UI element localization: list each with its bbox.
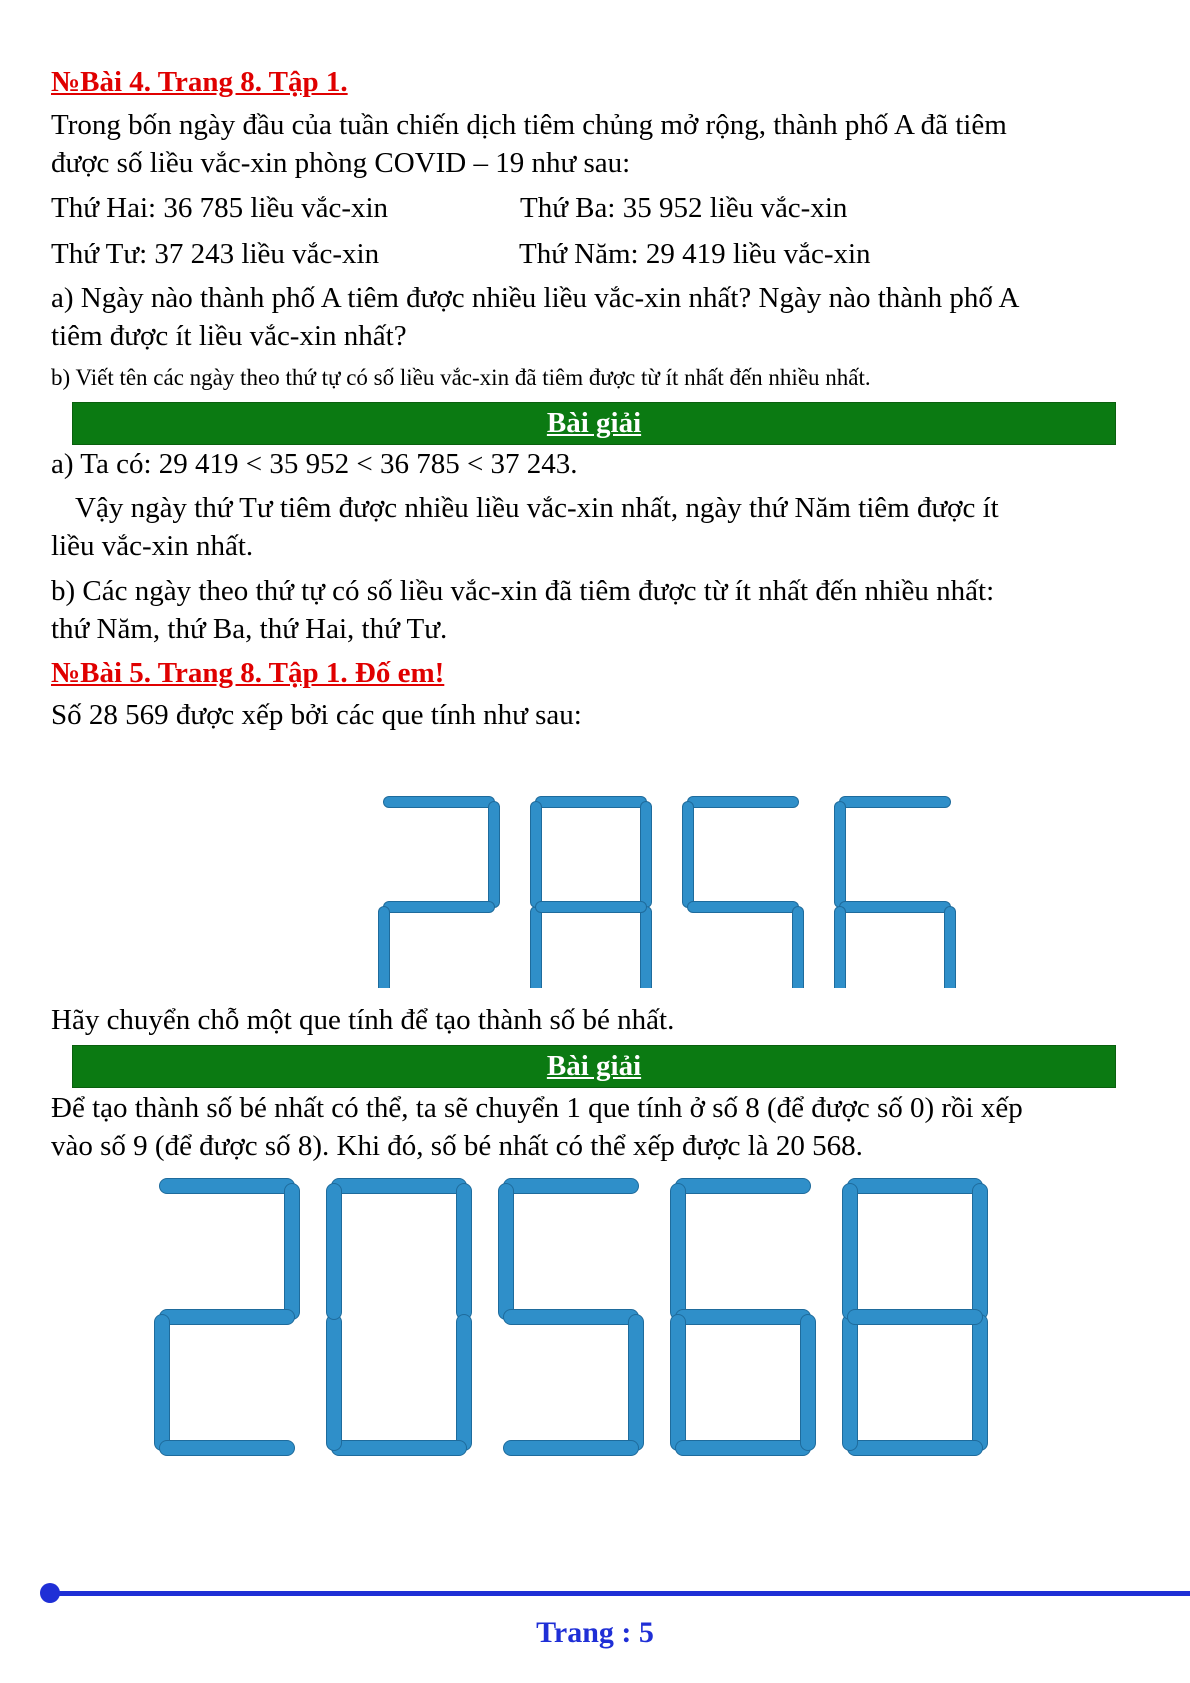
solution-a-line1: a) Ta có: 29 419 < 35 952 < 36 785 < 37 243.	[51, 448, 578, 480]
problem5-heading: №Bài 5. Trang 8. Tập 1. Đố em!	[51, 657, 445, 689]
problem5-solution-line1: Để tạo thành số bé nhất có thể, ta sẽ chuyển 1 que tính ở số 8 (để được số 0) rồi xếp	[51, 1092, 1023, 1124]
matchstick-original-number	[374, 792, 1024, 992]
problem5-solution-line2: vào số 9 (để được số 8). Khi đó, số bé nhất có thể xếp được là 20 568.	[51, 1130, 863, 1162]
tuesday-doses: Thứ Ba: 35 952 liều vắc-xin	[520, 192, 848, 224]
solution-a-line3: liều vắc-xin nhất.	[51, 530, 254, 562]
solution-a-line2: Vậy ngày thứ Tư tiêm được nhiều liều vắc-xin nhất, ngày thứ Năm tiêm được ít	[75, 492, 999, 524]
thursday-doses: Thứ Năm: 29 419 liều vắc-xin	[519, 238, 871, 270]
monday-doses: Thứ Hai: 36 785 liều vắc-xin	[51, 192, 389, 224]
solution-label-2: Bài giải	[546, 1050, 642, 1082]
problem4-intro-line2: được số liều vắc-xin phòng COVID – 19 như sau:	[51, 147, 631, 179]
question-b: b) Viết tên các ngày theo thứ tự có số liều vắc-xin đã tiêm được từ ít nhất đến nhiều nhất.	[51, 365, 871, 390]
problem5-intro: Số 28 569 được xếp bởi các que tính như sau:	[51, 699, 582, 731]
solution-b-line2: thứ Năm, thứ Ba, thứ Hai, thứ Tư.	[51, 613, 448, 645]
footer-line	[52, 1591, 1190, 1596]
page-number: Trang : 5	[536, 1616, 654, 1649]
matchstick-result-number	[150, 1178, 1050, 1458]
solution-banner-2	[72, 1045, 1116, 1088]
question-a-line2: tiêm được ít liều vắc-xin nhất?	[51, 320, 407, 352]
solution-b-line1: b) Các ngày theo thứ tự có số liều vắc-xin đã tiêm được từ ít nhất đến nhiều nhất:	[51, 575, 995, 607]
solution-banner-1	[72, 402, 1116, 445]
problem5-task: Hãy chuyển chỗ một que tính để tạo thành số bé nhất.	[51, 1004, 675, 1036]
question-a-line1: a) Ngày nào thành phố A tiêm được nhiều liều vắc-xin nhất? Ngày nào thành phố A	[51, 282, 1020, 314]
wednesday-doses: Thứ Tư: 37 243 liều vắc-xin	[51, 238, 380, 270]
problem4-intro-line1: Trong bốn ngày đầu của tuần chiến dịch tiêm chủng mở rộng, thành phố A đã tiêm	[51, 109, 1007, 141]
solution-label-1: Bài giải	[546, 407, 642, 439]
problem4-heading: №Bài 4. Trang 8. Tập 1.	[51, 66, 348, 98]
